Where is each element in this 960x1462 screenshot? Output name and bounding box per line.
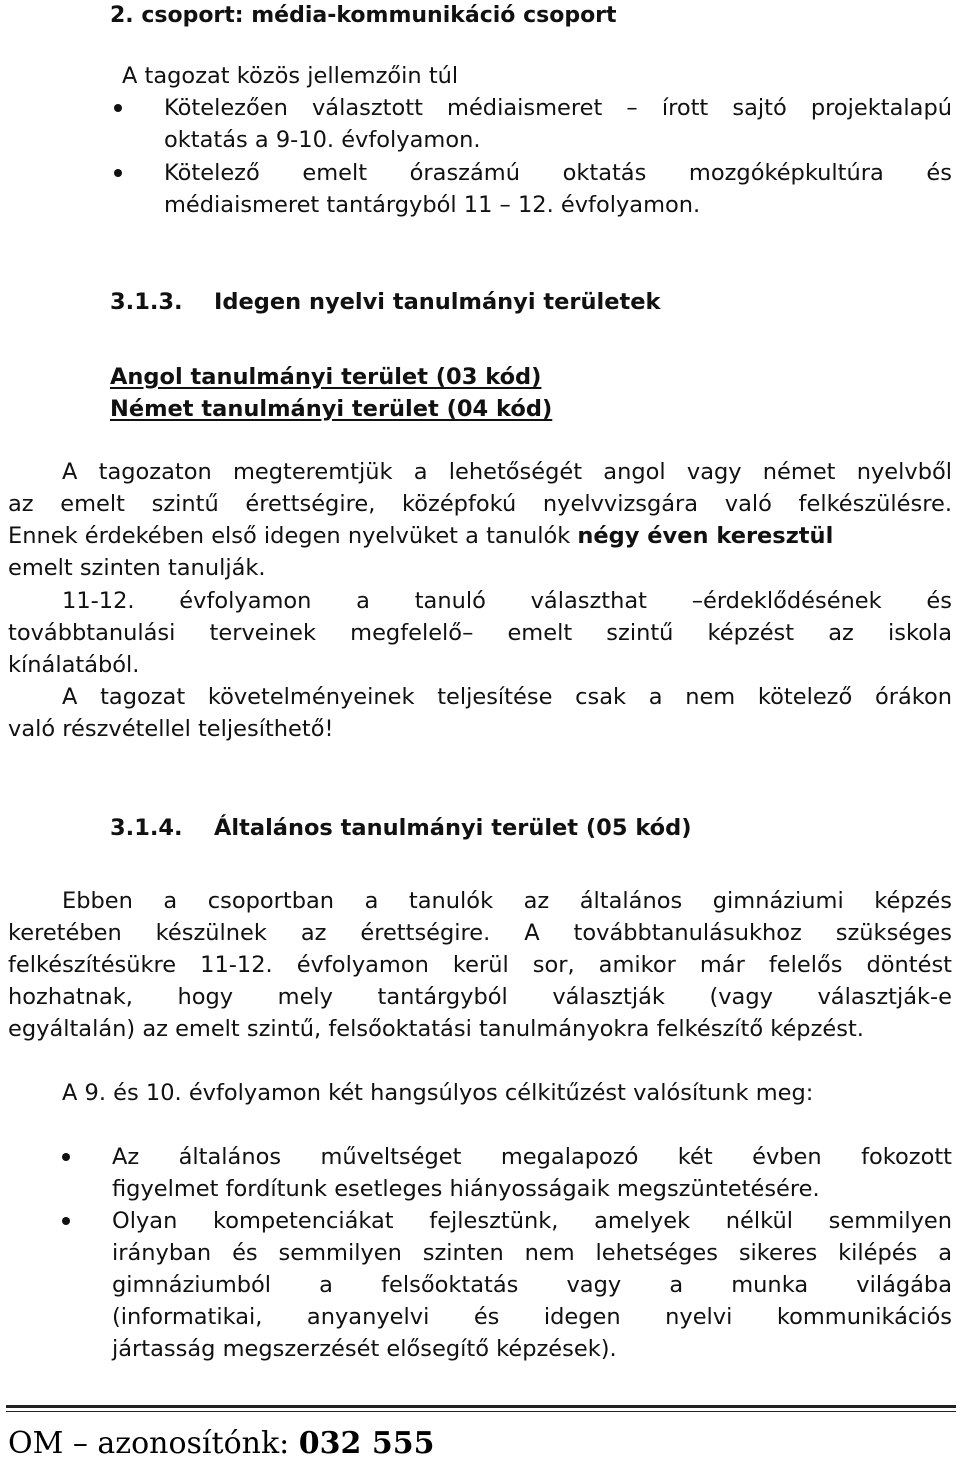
goals-intro: A 9. és 10. évfolyamon két hangsúlyos célkitűzést valósítunk meg: bbox=[62, 1080, 814, 1106]
section-314-line-5: egyáltalán) az emelt szintű, felsőoktatási tanulmányokra felkészítő képzést. bbox=[8, 1016, 864, 1042]
bullet-icon bbox=[62, 1217, 70, 1225]
goal-1-line-2: figyelmet fordítunk esetleges hiányosságaik megszüntetésére. bbox=[112, 1176, 820, 1202]
footer-om-id bbox=[8, 1426, 435, 1462]
section-314-line-1: Ebben a csoportban a tanulók az általános gimnáziumi képzés bbox=[62, 888, 952, 914]
section-313-line-9: való részvétellel teljesíthető! bbox=[8, 716, 334, 742]
footer-label: OM – azonosítónk: bbox=[8, 1426, 290, 1461]
group-bullet-1-line-2: oktatás a 9-10. évfolyamon. bbox=[164, 127, 481, 153]
section-314-line-3: felkészítésükre 11-12. évfolyamon kerül sor, amikor már felelős döntést bbox=[8, 952, 952, 978]
section-313-line-6: továbbtanulási terveinek megfelelő– emelt szintű képzést az iskola bbox=[8, 620, 952, 646]
line-3-text: Ennek érdekében első idegen nyelvüket a tanulók bbox=[8, 523, 571, 549]
group-bullet-2-line-1: Kötelező emelt óraszámú oktatás mozgóképkultúra és bbox=[164, 160, 952, 186]
section-313-line-5: 11-12. évfolyamon a tanuló választhat –érdeklődésének és bbox=[62, 588, 952, 614]
goal-2-line-1: Olyan kompetenciákat fejlesztünk, amelyek nélkül semmilyen bbox=[112, 1208, 952, 1234]
group-title: 2. csoport: média-kommunikáció csoport bbox=[110, 3, 617, 28]
footer-rule-thick bbox=[6, 1405, 956, 1408]
section-313-line-8: A tagozat követelményeinek teljesítése csak a nem kötelező órákon bbox=[62, 684, 952, 710]
section-314-title: Általános tanulmányi terület (05 kód) bbox=[214, 815, 692, 841]
footer-number: 032 555 bbox=[298, 1426, 435, 1461]
area-german: Német tanulmányi terület (04 kód) bbox=[110, 396, 553, 422]
bullet-icon bbox=[62, 1153, 70, 1161]
section-313-line-4: emelt szinten tanulják. bbox=[8, 555, 266, 581]
goal-2-line-2: irányban és semmilyen szinten nem lehetséges sikeres kilépés a bbox=[112, 1240, 952, 1266]
bullet-icon bbox=[114, 104, 122, 112]
section-314-line-2: keretében készülnek az érettségire. A továbbtanulásukhoz szükséges bbox=[8, 920, 952, 946]
goal-2-line-3: gimnáziumból a felsőoktatás vagy a munka világába bbox=[112, 1272, 952, 1298]
goal-2-line-5: jártasság megszerzését elősegítő képzések). bbox=[112, 1336, 617, 1362]
section-313-line-7: kínálatából. bbox=[8, 652, 140, 678]
footer-rule-thin bbox=[6, 1411, 956, 1412]
section-314-number: 3.1.4. bbox=[110, 815, 183, 841]
section-314-line-4: hozhatnak, hogy mely tantárgyból választják (vagy választják-e bbox=[8, 984, 952, 1010]
section-313-title: Idegen nyelvi tanulmányi területek bbox=[214, 289, 661, 315]
group-bullet-2-line-2: médiaismeret tantárgyból 11 – 12. évfolyamon. bbox=[164, 192, 701, 218]
bullet-icon bbox=[114, 169, 122, 177]
section-313-line-2: az emelt szintű érettségire, középfokú nyelvvizsgára való felkészülésre. bbox=[8, 491, 952, 517]
goal-1-line-1: Az általános műveltséget megalapozó két évben fokozott bbox=[112, 1144, 952, 1170]
section-313-line-1: A tagozaton megteremtjük a lehetőségét angol vagy német nyelvből bbox=[62, 459, 952, 485]
section-313-line-3 bbox=[8, 520, 952, 552]
goal-2-line-4: (informatikai, anyanyelvi és idegen nyelvi kommunikációs bbox=[112, 1304, 952, 1330]
section-313-number: 3.1.3. bbox=[110, 289, 183, 315]
emphasis-four-years: négy éven keresztül bbox=[577, 523, 834, 549]
area-english: Angol tanulmányi terület (03 kód) bbox=[110, 364, 542, 390]
group-intro: A tagozat közös jellemzőin túl bbox=[122, 63, 459, 89]
group-bullet-1-line-1: Kötelezően választott médiaismeret – írott sajtó projektalapú bbox=[164, 95, 952, 121]
